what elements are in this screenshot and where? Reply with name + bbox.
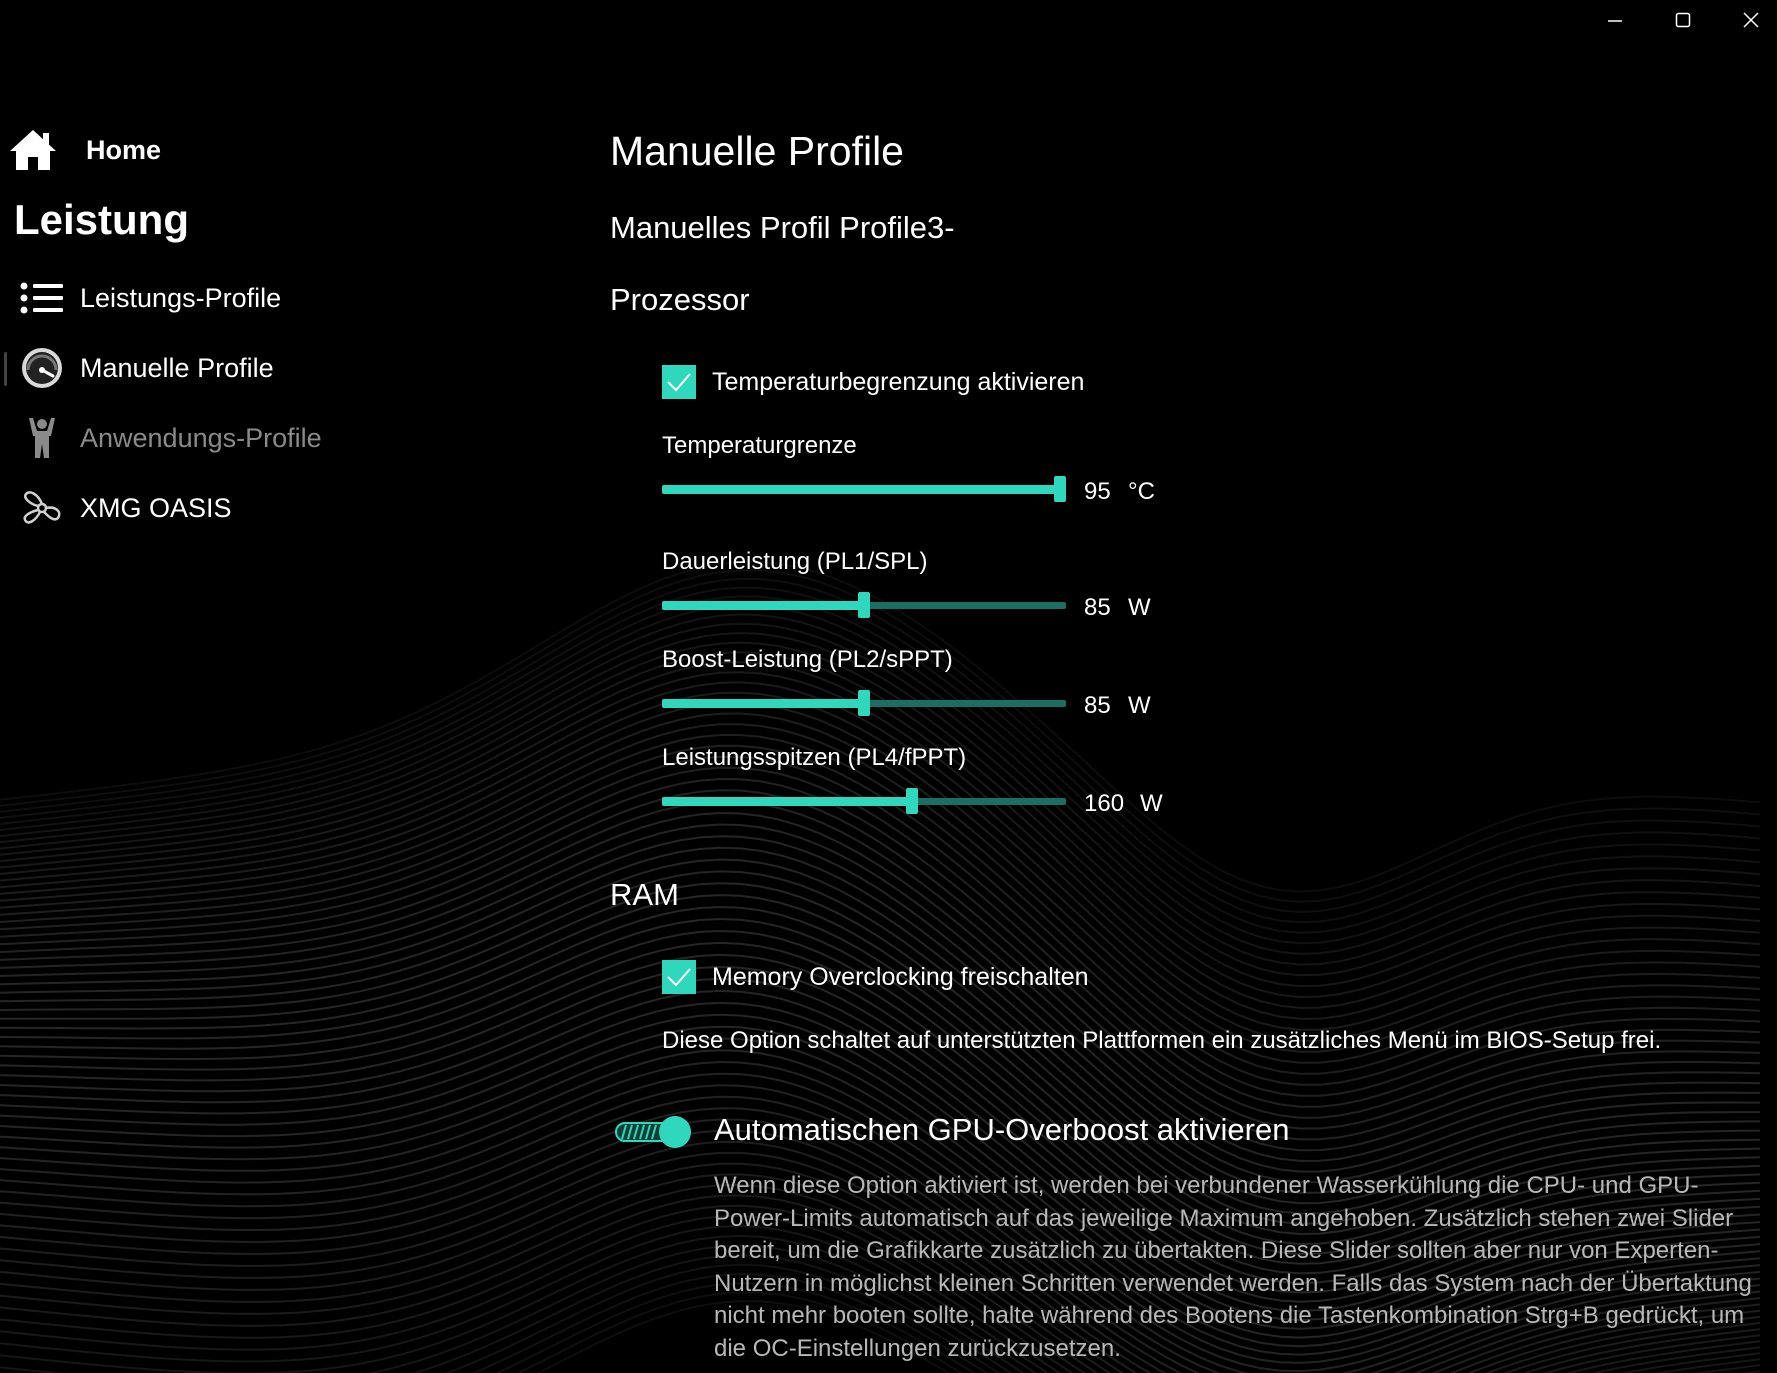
slider-fill [662, 699, 864, 708]
slider-label: Leistungsspitzen (PL4/fPPT) [662, 744, 967, 771]
slider-thumb[interactable] [858, 690, 870, 716]
slider-value: 160 [1084, 790, 1125, 817]
temp-limit-checkbox-label: Temperaturbegrenzung aktivieren [712, 367, 1085, 396]
pl2-slider[interactable] [662, 688, 1066, 718]
ram-description: Diese Option schaltet auf unterstützten Plattformen ein zusätzliches Menü im BIOS-Setup frei. [662, 1027, 1662, 1054]
slider-value: 95 [1084, 478, 1111, 505]
slider-label: Boost-Leistung (PL2/sPPT) [662, 646, 953, 673]
slider-unit: W [1128, 594, 1151, 621]
slider-unit: W [1140, 790, 1163, 817]
checkmark-icon [666, 966, 692, 988]
gpu-overboost-label: Automatischen GPU-Overboost aktivieren [714, 1112, 1290, 1147]
slider-fill [662, 797, 912, 806]
pl1-slider[interactable] [662, 590, 1066, 620]
temp-limit-checkbox[interactable] [662, 365, 696, 399]
home-label: Home [86, 134, 162, 165]
sidebar-item-label: XMG OASIS [80, 492, 232, 523]
slider-value: 85 [1084, 692, 1111, 719]
slider-thumb[interactable] [906, 788, 918, 814]
slider-unit: °C [1128, 478, 1155, 505]
slider-thumb[interactable] [858, 592, 870, 618]
memory-oc-checkbox[interactable] [662, 960, 696, 994]
home-nav-item[interactable] [8, 124, 161, 176]
sidebar-section-title: Leistung [14, 196, 189, 243]
temp-limit-checkbox-row[interactable] [662, 362, 1084, 402]
gpu-overboost-description: Wenn diese Option aktiviert ist, werden bei verbundener Wasserkühlung die CPU- und GPU-Power-Limits automatisch auf das jeweilige Maximum angehoben. Zusätzlich stehen zwei Slider bereit, um die Grafikkarte zusätzlich zu übertakten. Diese Slider sollten aber nur von Experten-Nutzern in möglichst kleinen Schritten verwendet werden. Falls das System nach der Übertaktung nicht mehr booten sollte, halte während des Bootens die Tastenkombination Strg+B gedrückt, um die OC-Einstellungen zurückzusetzen. [714, 1172, 1752, 1362]
sidebar-item-anwendungs-profile[interactable] [0, 408, 480, 468]
sidebar-item-xmg-oasis[interactable] [0, 478, 480, 538]
memory-oc-checkbox-row[interactable] [662, 957, 1089, 997]
slider-thumb[interactable] [1054, 476, 1066, 502]
slider-unit: W [1128, 692, 1151, 719]
slider-value: 85 [1084, 594, 1111, 621]
slider-fill [662, 601, 864, 610]
profile-name: Manuelles Profil Profile3- [610, 210, 955, 245]
sidebar-item-label: Manuelle Profile [80, 352, 274, 383]
gauge-icon [20, 346, 64, 390]
slider-fill [662, 485, 1066, 494]
fan-icon [20, 486, 64, 530]
gpu-overboost-toggle[interactable] [614, 1112, 694, 1152]
processor-heading: Prozessor [610, 282, 750, 317]
list-icon [20, 276, 64, 320]
checkmark-icon [666, 371, 692, 393]
slider-label: Temperaturgrenze [662, 432, 857, 459]
pl4-slider[interactable] [662, 786, 1066, 816]
main-content [610, 0, 1777, 1373]
slider-label: Dauerleistung (PL1/SPL) [662, 548, 928, 575]
sidebar-item-manuelle-profile[interactable] [0, 338, 480, 398]
page-title: Manuelle Profile [610, 128, 904, 174]
selection-indicator [4, 352, 7, 386]
sidebar-item-label: Anwendungs-Profile [80, 422, 322, 453]
memory-oc-checkbox-label: Memory Overclocking freischalten [712, 962, 1089, 991]
home-icon [8, 127, 58, 173]
person-icon [20, 416, 64, 460]
temperature-limit-slider[interactable] [662, 474, 1066, 504]
sidebar-item-leistungs-profile[interactable] [0, 268, 480, 328]
ram-heading: RAM [610, 877, 679, 912]
sidebar-item-label: Leistungs-Profile [80, 282, 282, 313]
